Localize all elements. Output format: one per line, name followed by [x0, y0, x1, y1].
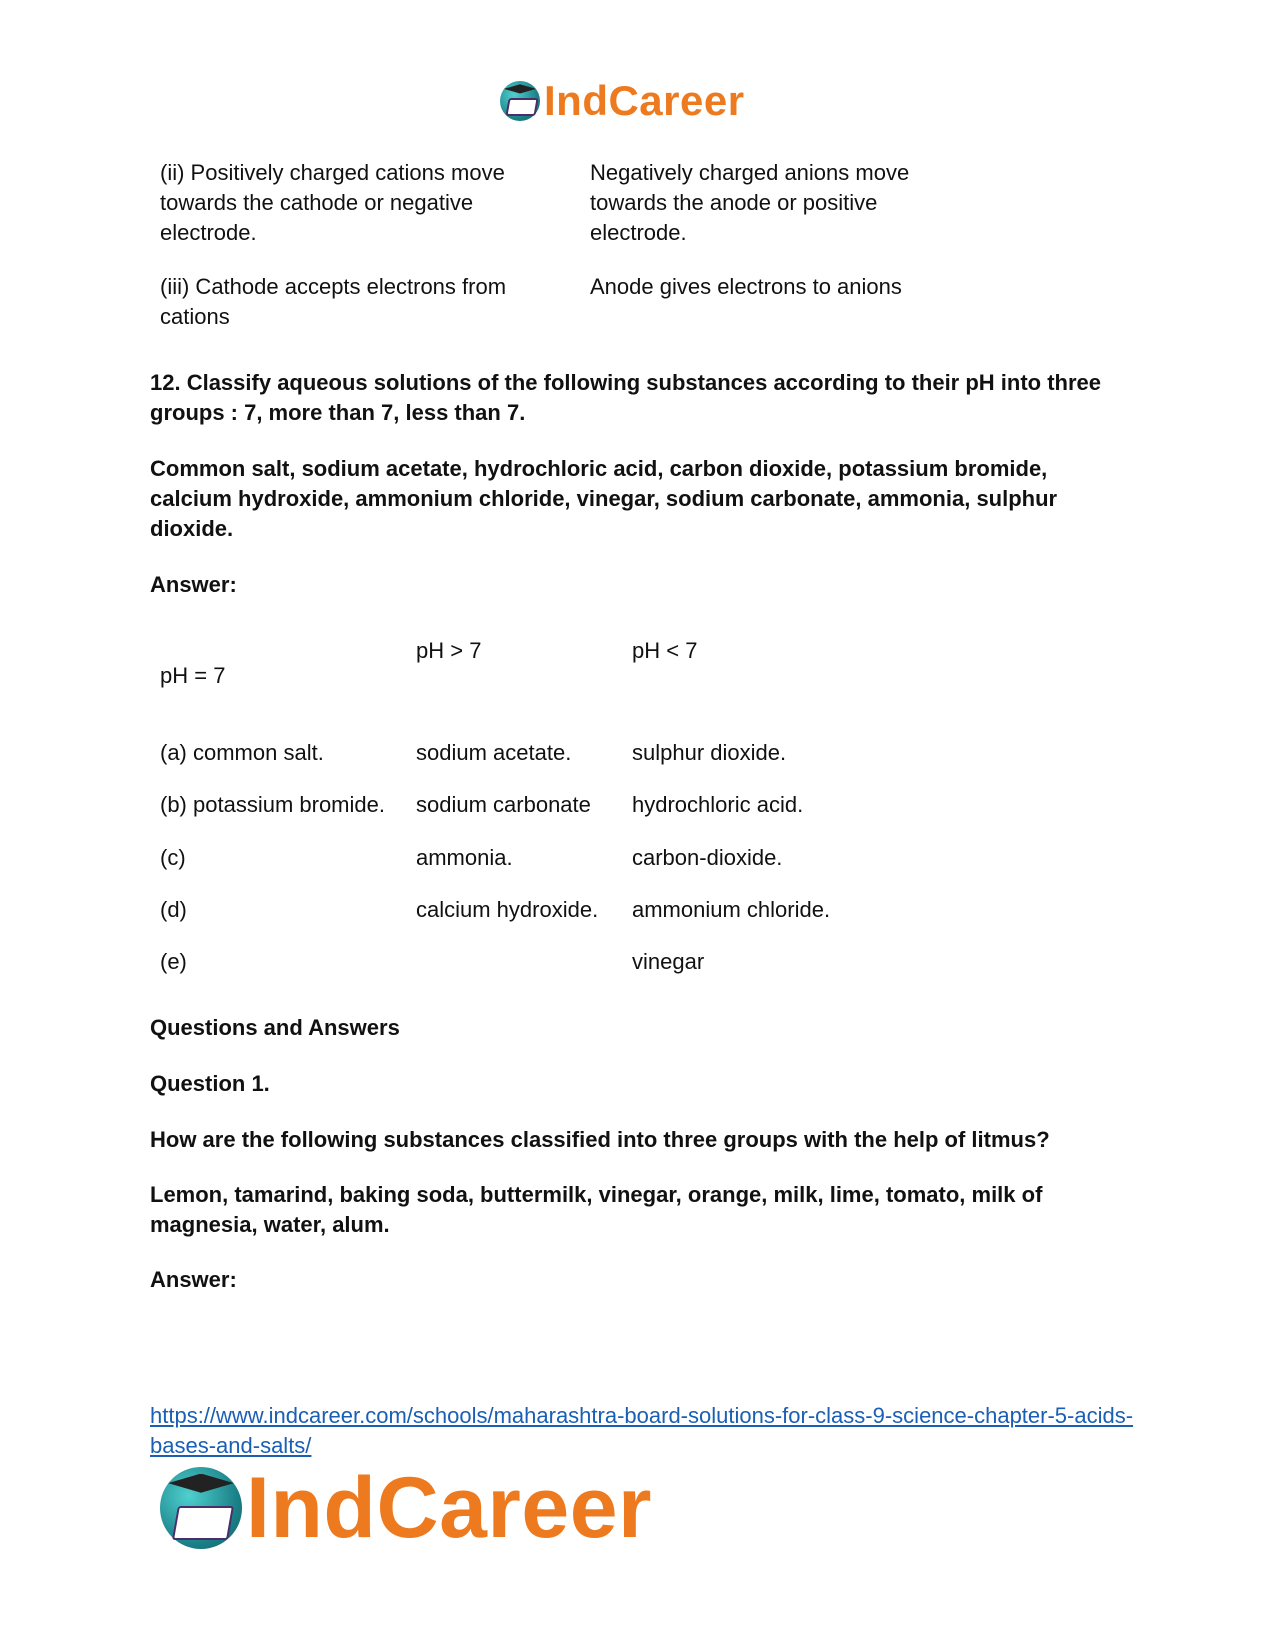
table-header: pH = 7 [160, 663, 226, 688]
table-cell: Anode gives electrons to anions [590, 274, 902, 299]
table-cell: sodium carbonate [416, 792, 591, 817]
table-cell: carbon-dioxide. [632, 845, 783, 870]
table-cell: hydrochloric acid. [632, 792, 804, 817]
table-cell: Negatively charged anions move towards the anode or positive electrode. [590, 160, 910, 245]
table-cell: (e) [160, 949, 187, 974]
answer-label: Answer: [150, 572, 237, 597]
substance-list: Common salt, sodium acetate, hydrochloric acid, carbon dioxide, potassium bromide, calcium hydroxide, ammonium chloride, vinegar, sodium carbonate, ammonia, sulphur dioxide. [150, 456, 1058, 541]
table-cell: (b) potassium bromide. [160, 792, 385, 817]
graduation-cap-book-icon [500, 81, 540, 121]
table-cell: (d) [160, 897, 187, 922]
question-text: How are the following substances classified into three groups with the help of litmus? [150, 1127, 1050, 1152]
substance-list: Lemon, tamarind, baking soda, buttermilk, vinegar, orange, milk, lime, tomato, milk of magnesia, water, alum. [150, 1182, 1043, 1237]
table-header: pH > 7 [416, 638, 482, 663]
logo-text: IndCareer [544, 77, 745, 124]
header-logo [500, 77, 745, 124]
logo-text: IndCareer [246, 1460, 652, 1556]
answer-label: Answer: [150, 1267, 237, 1292]
footer-logo [160, 1460, 652, 1556]
source-link[interactable]: https://www.indcareer.com/schools/maharashtra-board-solutions-for-class-9-science-chapter-5-acids-bases-and-salts/ [150, 1403, 1134, 1458]
section-title: Questions and Answers [150, 1015, 400, 1040]
table-cell: sodium acetate. [416, 740, 572, 765]
table-cell: ammonia. [416, 845, 513, 870]
table-cell: calcium hydroxide. [416, 897, 599, 922]
table-header: pH < 7 [632, 638, 698, 663]
table-cell: (a) common salt. [160, 740, 324, 765]
table-cell: (iii) Cathode accepts electrons from cations [160, 274, 507, 329]
graduation-cap-book-icon [160, 1467, 242, 1549]
table-cell: sulphur dioxide. [632, 740, 787, 765]
table-cell: vinegar [632, 949, 705, 974]
table-cell: (c) [160, 845, 186, 870]
question-heading: 12. Classify aqueous solutions of the following substances according to their pH into three groups : 7, more than 7, less than 7. [150, 370, 1102, 425]
table-cell: (ii) Positively charged cations move towards the cathode or negative electrode. [160, 160, 505, 245]
table-cell: ammonium chloride. [632, 897, 831, 922]
question-label: Question 1. [150, 1071, 270, 1096]
